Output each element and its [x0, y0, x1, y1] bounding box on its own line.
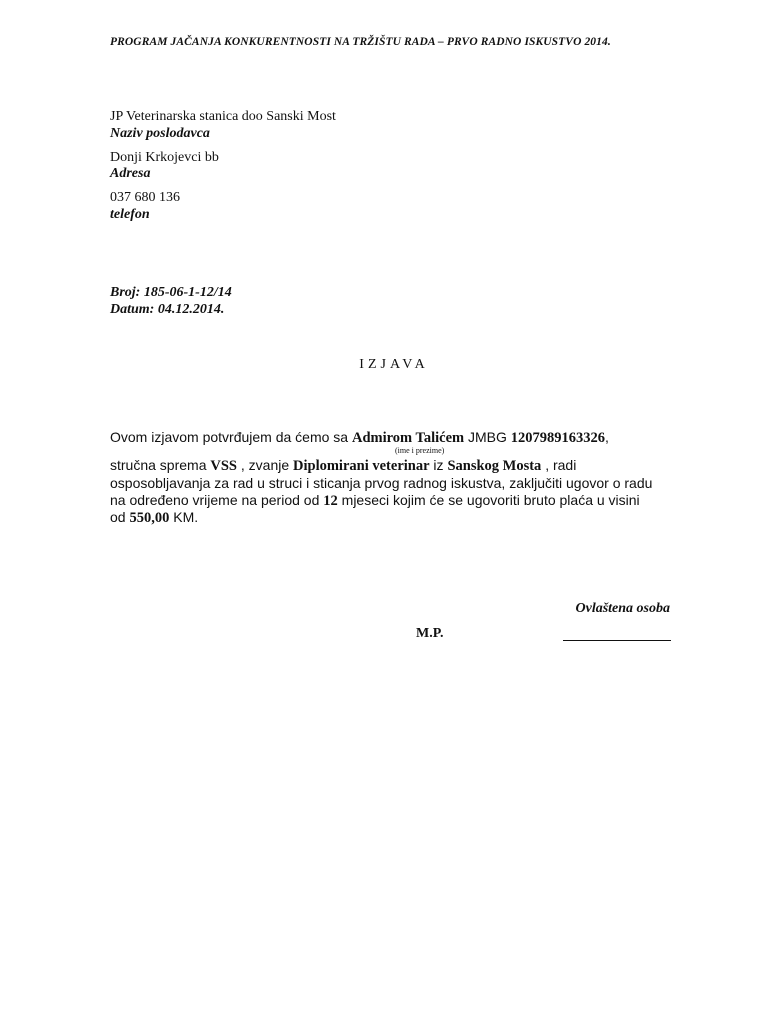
program-header: PROGRAM JAČANJA KONKURENTNOSTI NA TRŽIŠTU RADA – PRVO RADNO ISKUSTVO 2014.: [110, 36, 611, 48]
employer-phone-label: telefon: [110, 207, 150, 222]
authorized-person-label: Ovlaštena osoba: [575, 601, 670, 616]
body-line-4: [110, 492, 640, 510]
body-text: JMBG: [464, 429, 511, 445]
body-line-2: [110, 457, 576, 475]
employer-name: JP Veterinarska stanica doo Sanski Most: [110, 109, 336, 124]
employer-address-label: Adresa: [110, 166, 151, 181]
body-line-5: [110, 509, 198, 527]
qualification-value: VSS: [210, 458, 237, 474]
amount-value: 550,00: [129, 510, 170, 526]
body-text: stručna sprema: [110, 457, 211, 473]
body-text: Ovom izjavom potvrđujem da ćemo sa: [110, 429, 352, 445]
body-line-1: [110, 429, 609, 447]
signature-line: [563, 640, 671, 641]
body-text: ,: [605, 429, 609, 445]
body-text: , zvanje: [236, 457, 294, 473]
body-text: od: [110, 509, 130, 525]
jmbg-value: 1207989163326: [510, 430, 606, 446]
body-line-3: osposobljavanja za rad u struci i sticanja prvog radnog iskustva, zaključiti ugovor o radu: [110, 475, 653, 491]
employer-address: Donji Krkojevci bb: [110, 150, 219, 165]
employer-name-label: Naziv poslodavca: [110, 126, 210, 141]
body-text: iz: [429, 457, 448, 473]
stamp-placeholder: M.P.: [416, 626, 444, 641]
profession-value: Diplomirani veterinar: [293, 458, 430, 474]
reference-date: Datum: 04.12.2014.: [110, 302, 225, 317]
body-text: KM.: [169, 509, 199, 525]
city-value: Sanskog Mosta: [447, 458, 542, 474]
body-text: , radi: [541, 457, 577, 473]
reference-number: Broj: 185-06-1-12/14: [110, 285, 232, 300]
months-value: 12: [323, 493, 338, 509]
body-text: mjeseci kojim će se ugovoriti bruto plaća u visini: [337, 492, 640, 508]
body-text: na određeno vrijeme na period od: [110, 492, 324, 508]
name-note: (ime i prezime): [395, 446, 445, 455]
employer-phone: 037 680 136: [110, 190, 180, 205]
document-title: IZJAVA: [359, 357, 429, 372]
person-name: Admirom Talićem: [351, 430, 465, 446]
